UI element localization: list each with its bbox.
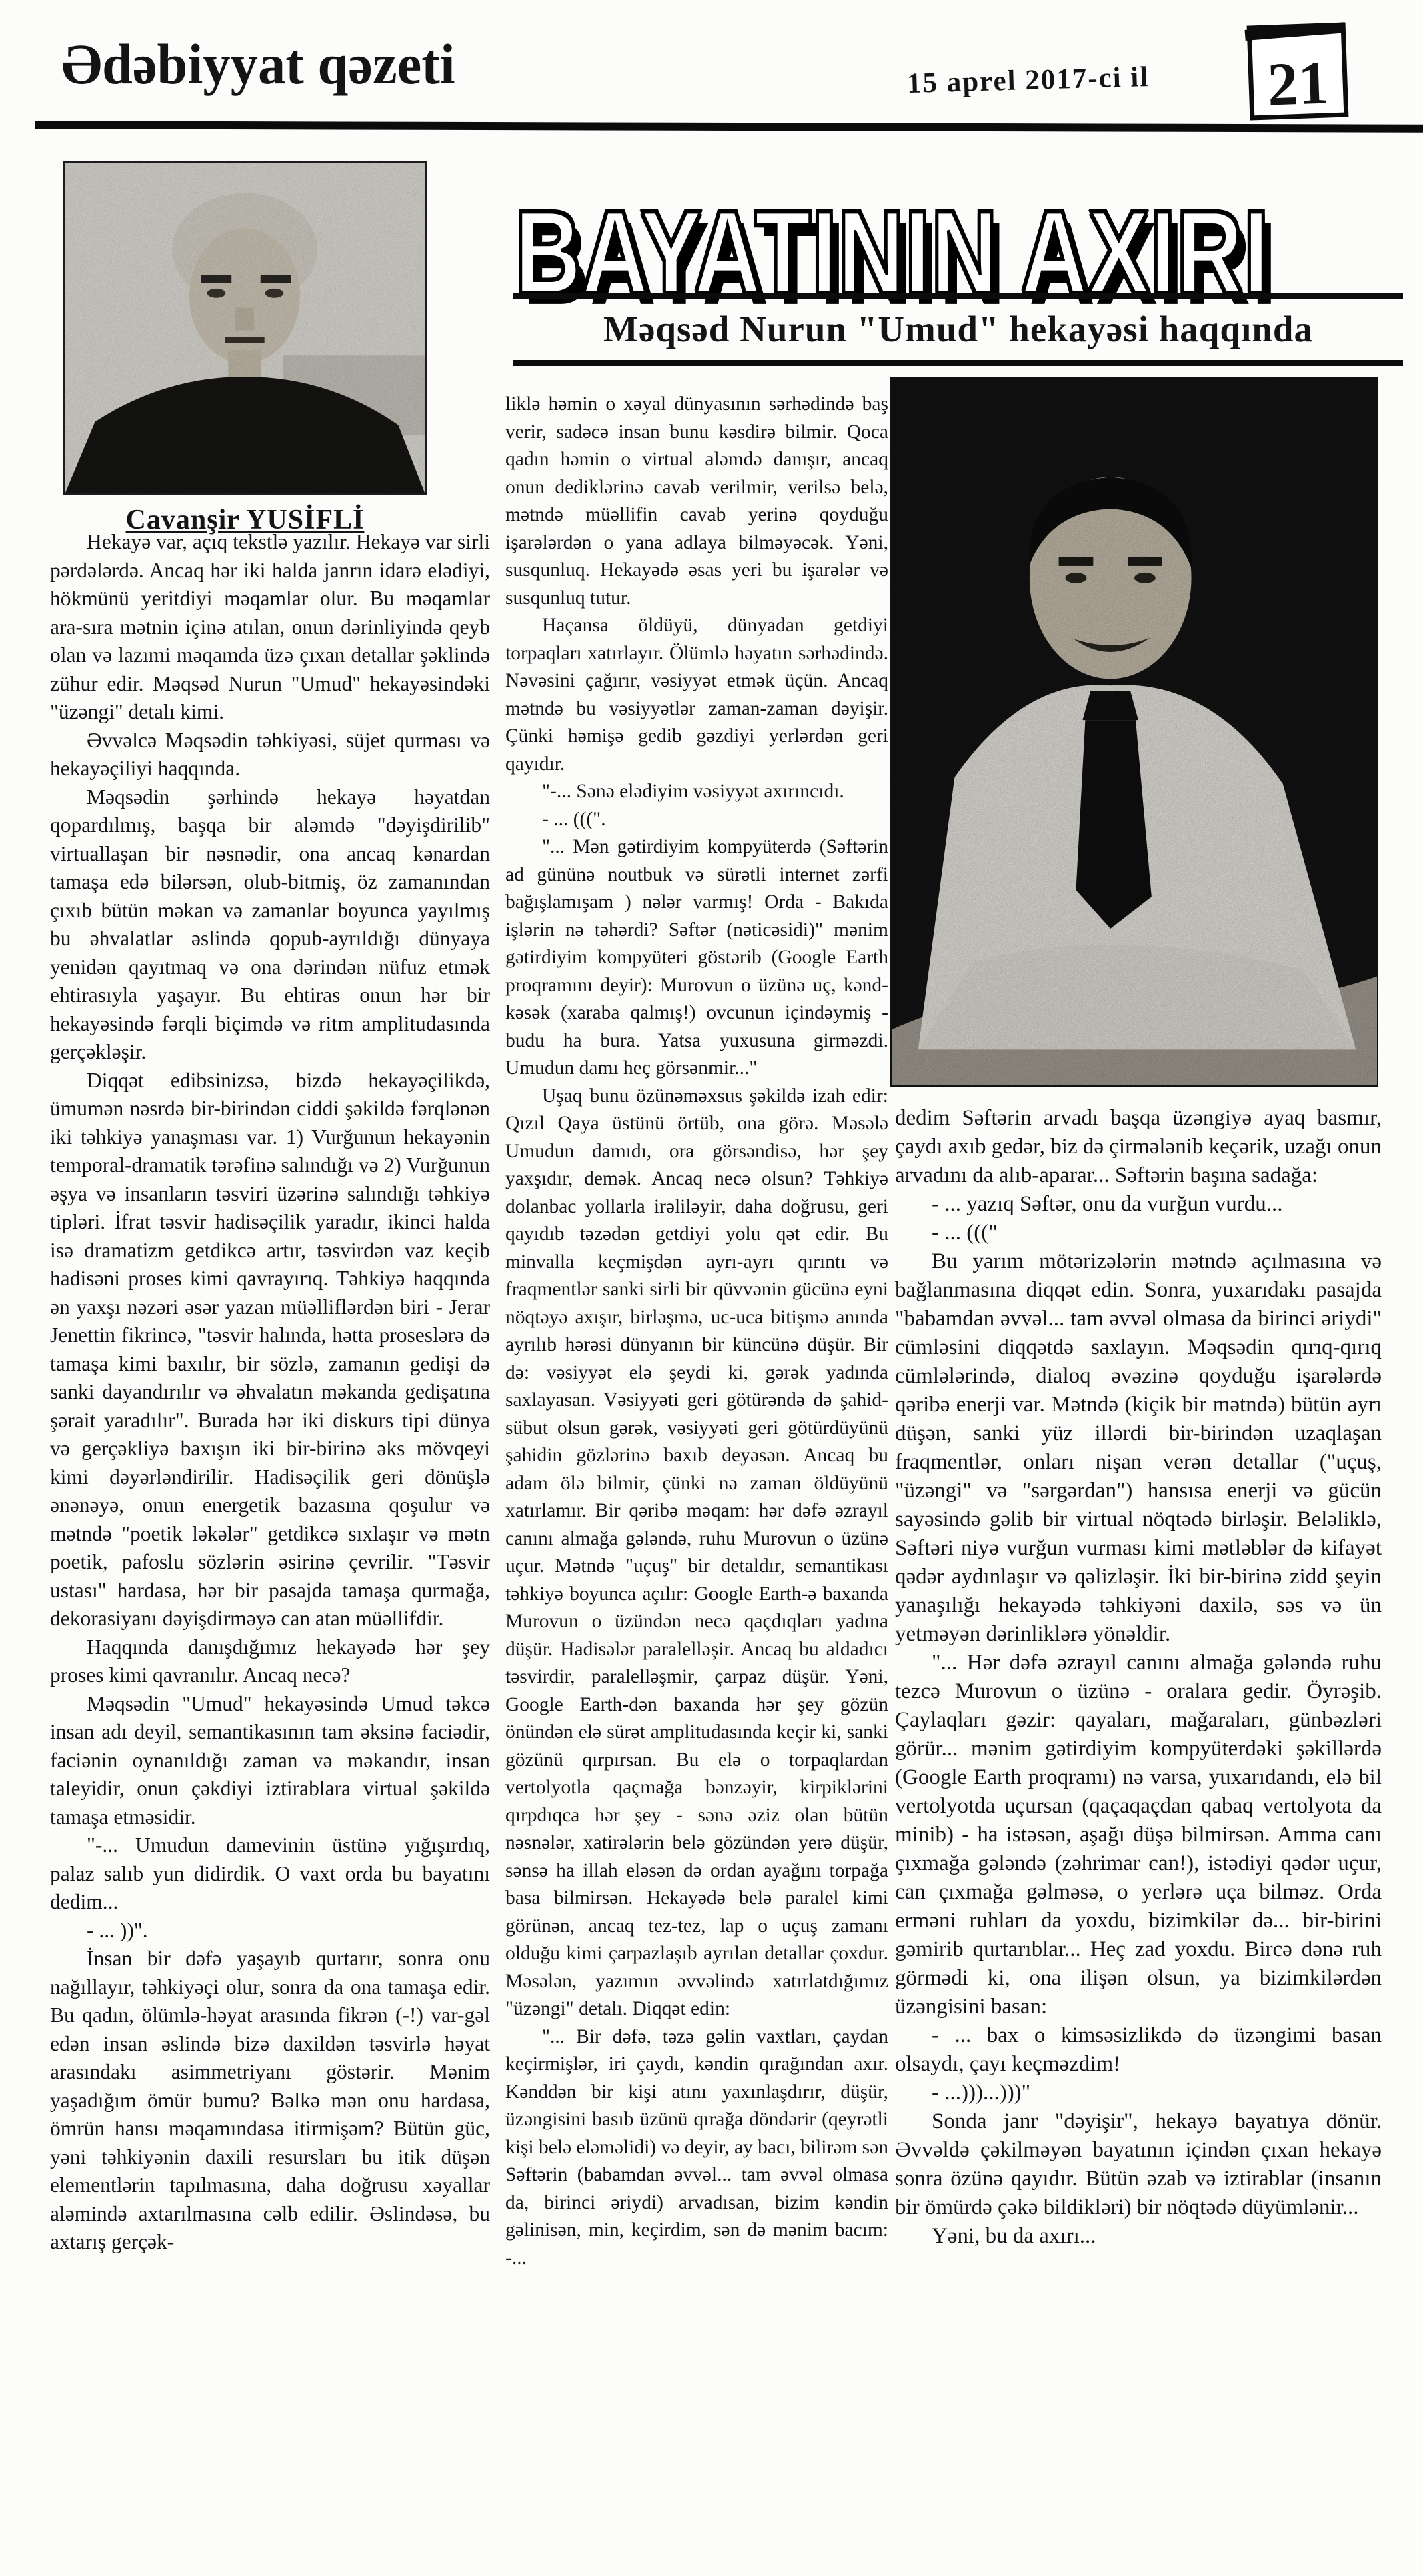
article-subtitle: Məqsəd Nurun "Umud" hekayəsi haqqında xyxy=(603,309,1313,349)
paragraph: liklə həmin o xəyal dünyasının sərhədində baş verir, sadəcə insan bunu kəsdirə bilmir. Qoca qadın həmin o virtual aləmdə danışır, ancaq onun dediklərinə cavab verilmir, verilsə belə, mətndə müəllifin cavab yerinə qoyduğu işarələrdən o yana adlaya bilməyəcək. Yəni, susqunluq. Hekayədə əsas yeri bu işarələr və susqunluq tutur. xyxy=(505,393,888,609)
paragraph: - ...)))...)))" xyxy=(932,2081,1031,2105)
paragraph: "... Bir dəfə, təzə gəlin vaxtları, çaydan keçirmişlər, iri çaydı, kəndin qırağından axır. Kənddən bir kişi atını yaxınlaşdırır, düşür, üzəngisini basıb üzünü qırağa döndərir (qeyrətli kişi belə eləməlidi) və deyir, ay bacı, bilirəm sən Səftərin (babamdan əvvəl... tam əvvəl olmasa da, birinci əriydi) arvadısan, bizim kəndin gəlinisən, min, keçirdim, sən də mənim bacım: -... xyxy=(505,2025,888,2269)
paragraph: - ... ))". xyxy=(87,1918,148,1942)
text-column-2 xyxy=(505,391,888,2576)
author-photo-image xyxy=(65,163,425,493)
paragraph: dedim Səftərin arvadı başqa üzəngiyə ayaq basmır, çaydı axıb gedər, biz də çirmələnib keçərik, uzağı onun arvadını da alıb-aparar... Səftərin başına sadağa: xyxy=(895,1106,1382,1187)
author-caption: Cavanşir YUSİFLİ xyxy=(125,505,365,535)
newspaper-title: Ədəbiyyat qəzeti xyxy=(61,32,455,96)
paragraph: Əvvəlcə Məqsədin təhkiyəsi, süjet qurması və hekayəçiliyi haqqında. xyxy=(50,728,490,780)
paragraph: - ... (((" xyxy=(932,1221,998,1245)
paragraph: "... Hər dəfə əzrayıl canını almağa gələndə ruhu tezcə Murovun o üzünə - oralara gedir. Öyrəşib. Çaylaqları gəzir: qayaları, mağaraları, günbəzləri görür... mənim gətirdiyim kompyüterdəki şəkillərdə (Google Earth proqramı) nə varsa, yuxarıdandı, elə bil vertolyotda uçursan (qaçaqaçdan qabaq vertolyota da minib) - ha istəsən, aşağı düşə bilmirsən. Amma canı çıxmağa gələndə (zəhrimar can!), istədiyi qədər uçur, can çıxmağa gəlməsə, o yerlərə uça bilməz. Orda erməni ruhları da yoxdu, bizimkilər də... bir-birini gəmirib qurtarıblar... Heç zad yoxdu. Bircə dənə ruh görmədi ki, ona ilişən olsun, ya bizimkilərdən üzəngisini basan: xyxy=(895,1651,1382,2019)
paragraph: - ... yazıq Səftər, onu da vurğun vurdu... xyxy=(932,1192,1283,1216)
paragraph: - ... bax o kimsəsizlikdə də üzəngimi basan olsaydı, çayı keçməzdim! xyxy=(895,2023,1382,2076)
page-number: 21 xyxy=(1266,48,1330,119)
text-column-1 xyxy=(50,528,490,2555)
subject-photo-image xyxy=(892,379,1377,1085)
page-number-badge xyxy=(1247,22,1349,120)
masthead-rule xyxy=(35,121,1423,132)
paragraph: Uşaq bunu özünəməxsus şəkildə izah edir: Qızıl Qaya üstünü örtüb, ona görə. Məsələ Umudun damıdı, ora görsəndisə, hər şey yaxşıdır, demək. Ancaq necə olsun? Təhkiyə dolanbac yollarla irəliləyir, daha doğrusu, geri qayıdıb təzədən getdiyi yolu qət edir. Bu minvalla keçmişdən ayrı-ayrı qırıntı və fraqmentlər sanki sirli bir qüvvənin gücünə eyni nöqtəyə axışır, birləşmə, uc-uca bitişmə anında ayrılıb hərəsi dünyanın bir küncünə düşür. Bir də: vəsiyyət elə şeydi ki, gərək yadında saxlayasan. Vəsiyyəti geri götürəndə də şahid-sübut olsun gərək, vəsiyyəti geri götürdüyünü şahidin gözlərinə baxıb deyəsən. Ancaq bu adam ölə bilmir, çünki nə zaman öldüyünü xatırlamır. Bir qəribə məqam: hər dəfə əzrayıl canını almağa gələndə, ruhu Murovun o üzünə uçur. Mətndə "uçuş" bir detaldır, semantikası təhkiyə boyunca açılır: Google Earth-ə baxanda Murovun o üzündən necə qaçdıqları yadına düşür. Hadisələr paralelləşir. Ancaq bu aldadıcı təsvirdir, paralelləşmir, çarpaz düşür. Yəni, Google Earth-dən baxanda hər şey gözün önündən elə sürət amplitudasında keçir ki, sanki gözünü qırpırsan. Bu elə o torpaqlardan vertolyotla qaçmağa bənzəyir, kirpiklərini qırpdıqca hər şey - sənə əziz olan bütün nəsnələr, xatirələrin belə gözündən yerə düşür, sənsə ha illah eləsən də ordan ayağını torpağa basa bilmirsən. Hekayədə belə paralel kimi görünən, ancaq tez-tez, lap o uçuş zamanı olduğu kimi çarpazlaşıb ayrılan detallar çoxdur. Məsələn, yazımın əvvəlində xatırlatdığımız "üzəngi" detalı. Diqqət edin: xyxy=(505,1085,888,2019)
paragraph: Bu yarım mötərizələrin mətndə açılmasına və bağlanmasına diqqət edin. Sonra, yuxarıdakı pasajda "babamdan əvvəl... tam əvvəl olmasa da birinci əriydi" cümləsini diqqətdə saxlayın. Məqsədin qırıq-qırıq cümlələrində, dialoq əvəzinə qoyduğu işarələrdə qəribə enerji var. Mətndə (kiçik bir mətndə) bütün ayrı düşən, sanki yüz illərdi bir-birindən uzaqlaşan fraqmentlər, onları nişan verən detallar ("uçuş, "üzəngi" və "sərgərdan") hansısa enerji və gücün sayəsində gəlib bir virtual nöqtədə birləşir. Beləliklə, Səftəri niyə vurğun vurması kimi mətləblər də kifayət qədər aydınlaşır və qəlizləşir. İki bir-birinə zidd şeyin yanaşılığı hekayədə təhkiyəni daxilə, səs və ün yetməyən dərinliklərə yönəldir. xyxy=(895,1249,1382,1646)
article-headline: BAYATININ AXIRI xyxy=(515,187,1270,319)
paragraph: "-... Umudun damevinin üstünə yığışırdıq, palaz salıb yun didirdik. O vaxt orda bu bayatını dedim... xyxy=(50,1833,490,1913)
subject-photo xyxy=(890,377,1378,1087)
paragraph: Sonda janr "dəyişir", hekayə bayatıya dönür. Əvvəldə çəkilməyən bayatının içindən çıxan hekayə sonra özünə qayıdır. Bütün əzab və iztirablar (insanın bir ömürdə çəkə bildikləri) bir nöqtədə düyümlənir... xyxy=(895,2109,1382,2219)
paragraph: - ... (((". xyxy=(542,808,606,830)
paragraph: Hekayə var, açıq tekstlə yazılır. Hekayə var sirli pərdələrdə. Ancaq hər iki halda janrın idarə elədiyi, hökmünü yeritdiyi məqamlar olur. Bu məqamlar ara-sıra mətnin içinə atılan, onun dərinliyində qeyb olan və lazımi məqamda üzə çıxan detallar şəklində zühur edir. Məqsəd Nurun "Umud" hekayəsindəki "üzəngi" detalı kimi. xyxy=(50,530,490,723)
issue-date: 15 aprel 2017-ci il xyxy=(906,61,1150,100)
paragraph: Haçansa öldüyü, dünyadan getdiyi torpaqları xatırlayır. Ölümlə həyatın sərhədində. Nəvəsini çağırır, vəsiyyət etmək üçün. Ancaq mətndə bu vəsiyyətlər zaman-zaman dəyişir. Çünki həmişə gedib gəzdiyi yerlərdən geri qayıdır. xyxy=(505,615,888,775)
paragraph: Haqqında danışdığımız hekayədə hər şey proses kimi qavranılır. Ancaq necə? xyxy=(50,1635,490,1687)
paragraph: Yəni, bu da axırı... xyxy=(932,2224,1096,2248)
paragraph: Məqsədin "Umud" hekayəsində Umud təkcə insan adı deyil, semantikasının tam əksinə faciədir, faciənin oynanıldığı zaman və məkandır, insan taleyidir, onun çəkdiyi iztirablara virtual şəkildə tamaşa etməsidir. xyxy=(50,1691,490,1829)
paragraph: "-... Sənə elədiyim vəsiyyət axırıncıdı. xyxy=(542,781,844,802)
article-subtitle-box xyxy=(513,293,1403,366)
paragraph: İnsan bir dəfə yaşayıb qurtarır, sonra onu nağıllayır, təhkiyəçi olur, sonra da ona tamaşa edir. Bu qadın, ölümlə-həyat arasında fikrən (-!) var-gəl edən insan əslində bizə daxildən təsvirlə həyat arasındakı asimmetriyanı göstərir. Mənim yaşadığım ömür bumu? Bəlkə mən onu hardasa, ömrün hansı məqamındasa itirmişəm? Bütün güc, yəni təhkiyənin daxili resursları bu itik düşən elementlərin tapılmasına, daha doğrusu xəyallar aləmində axtarılmasına cəlb edilir. Əslindəsə, bu axtarış gerçək- xyxy=(50,1947,490,2253)
paragraph: "... Mən gətirdiyim kompyüterdə (Səftərin ad gününə noutbuk və sürətli internet zərfi bağışlamışam ) nələr varmış! Orda - Bakıda işlərin nə təhərdi? Səftər (nəticəsidi)" mənim gətirdiyim kompyüteri göstərib (Google Earth proqramını deyir): Murovun o üzünə uç, kənd-kəsək (xaraba qalmış!) ovcunun içindəymiş - budu ha bura. Yatsa yuxusuna girməzdi. Umudun damı heç görsənmir..." xyxy=(505,836,888,1079)
paragraph: Məqsədin şərhində hekayə həyatdan qopardılmış, başqa bir aləmdə "dəyişdirilib" virtuallaşan bir nəsnədir, ona ancaq kənardan tamaşa edə bilərsən, olub-bitmiş, öz zamanından çıxıb bütün məkan və zamanlar boyunca yayılmış bu əhvalatlar əslində qopub-ayrıldığı dünyaya yenidən qayıtmaq və ona dərindən nüfuz etmək ehtirasıyla yaşayır. Bu ehtiras onun hər bir hekayəsində fərqli biçimdə və ritm amplitudasında gerçəkləşir. xyxy=(50,785,490,1063)
paragraph: Diqqət edibsinizsə, bizdə hekayəçilikdə, ümumən nəsrdə bir-birindən ciddi şəkildə fərqlənən iki təhkiyə yanaşması var. 1) Vurğunun hekayənin temporal-dramatik tərəfinə salındığı və 2) Vurğunun əşya və insanların təsviri üzərinə salındığı təhkiyə tipləri. İfrat təsvir hadisəçilik yaradır, ikinci halda isə dramatizm getdikcə artır, təsvirdən vaz keçib hadisəni proses kimi qavrayırıq. Təhkiyə haqqında ən yaxşı nəzəri əsər yazan müəlliflərdən biri - Jerar Jenettin fikrincə, "təsvir halında, hətta proseslərə də tamaşa kimi baxılır, bir sözlə, zamanın gedişi də sanki dayandırılır və əhvalatın məkanda gedişatına şərait yaradılır". Burada hər iki diskurs tipi dünya və gerçəkliyə baxışın iki bir-birinə əks mövqeyi kimi dəyərləndirilir. Hadisəçilik geri dönüşlə ənənəyə, onun energetik bazasına qoşulur və mətndə "poetik ləkələr" getdikcə sıxlaşır və mətn poetik, pafoslu sözlərin əsirinə çevrilir. "Təsvir ustası" hardasa, hər bir pasajda tamaşa qurmağa, dekorasiyanı dəyişdirməyə can atan müəllifdir. xyxy=(50,1068,490,1630)
text-column-3 xyxy=(895,1104,1382,2531)
author-photo xyxy=(63,161,427,495)
